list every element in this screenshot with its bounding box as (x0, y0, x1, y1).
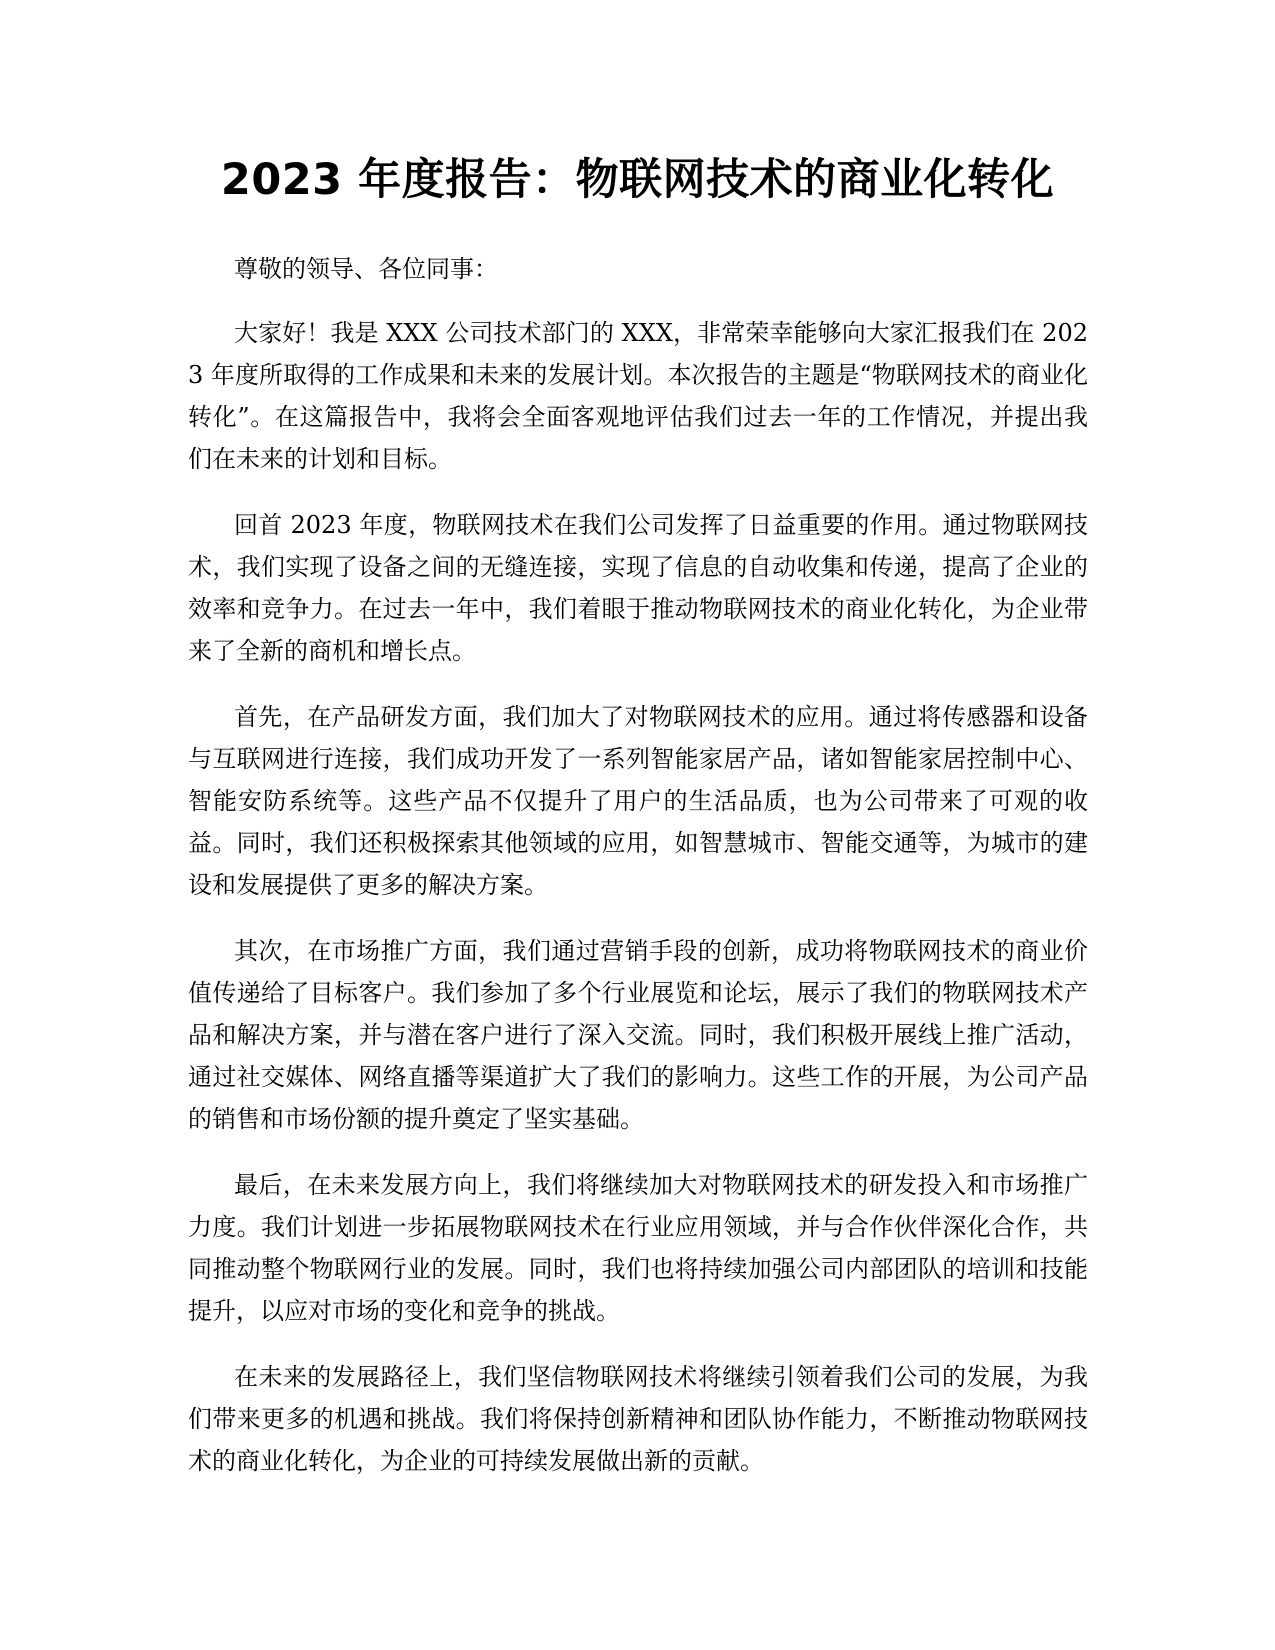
closing-paragraph: 在未来的发展路径上，我们坚信物联网技术将继续引领着我们公司的发展，为我们带来更多的机遇和挑战。我们将保持创新精神和团队协作能力，不断推动物联网技术的商业化转化，为企业的可持续发展做出新的贡献。 (188, 1363, 1088, 1475)
intro-paragraph: 大家好！我是 XXX 公司技术部门的 XXX，非常荣幸能够向大家汇报我们在 2023 年度所取得的工作成果和未来的发展计划。本次报告的主题是“物联网技术的商业化转化”。在这篇报告中，我将会全面客观地评估我们过去一年的工作情况，并提出我们在未来的计划和目标。 (188, 319, 1088, 473)
document-body (188, 248, 1088, 1506)
product-rd-paragraph: 首先，在产品研发方面，我们加大了对物联网技术的应用。通过将传感器和设备与互联网进行连接，我们成功开发了一系列智能家居产品，诸如智能家居控制中心、智能安防系统等。这些产品不仅提升了用户的生活品质，也为公司带来了可观的收益。同时，我们还积极探索其他领域的应用，如智慧城市、智能交通等，为城市的建设和发展提供了更多的解决方案。 (188, 703, 1088, 899)
salutation-paragraph: 尊敬的领导、各位同事： (234, 255, 498, 283)
marketing-paragraph: 其次，在市场推广方面，我们通过营销手段的创新，成功将物联网技术的商业价值传递给了目标客户。我们参加了多个行业展览和论坛，展示了我们的物联网技术产品和解决方案，并与潜在客户进行了深入交流。同时，我们积极开展线上推广活动，通过社交媒体、网络直播等渠道扩大了我们的影响力。这些工作的开展，为公司产品的销售和市场份额的提升奠定了坚实基础。 (188, 937, 1088, 1133)
future-direction-paragraph: 最后，在未来发展方向上，我们将继续加大对物联网技术的研发投入和市场推广力度。我们计划进一步拓展物联网技术在行业应用领域，并与合作伙伴深化合作，共同推动整个物联网行业的发展。同时，我们也将持续加强公司内部团队的培训和技能提升，以应对市场的变化和竞争的挑战。 (188, 1171, 1088, 1325)
document-title: 2023 年度报告：物联网技术的商业化转化 (220, 155, 1055, 205)
review-paragraph: 回首 2023 年度，物联网技术在我们公司发挥了日益重要的作用。通过物联网技术，我们实现了设备之间的无缝连接，实现了信息的自动收集和传递，提高了企业的效率和竞争力。在过去一年中，我们着眼于推动物联网技术的商业化转化，为企业带来了全新的商机和增长点。 (188, 511, 1088, 665)
